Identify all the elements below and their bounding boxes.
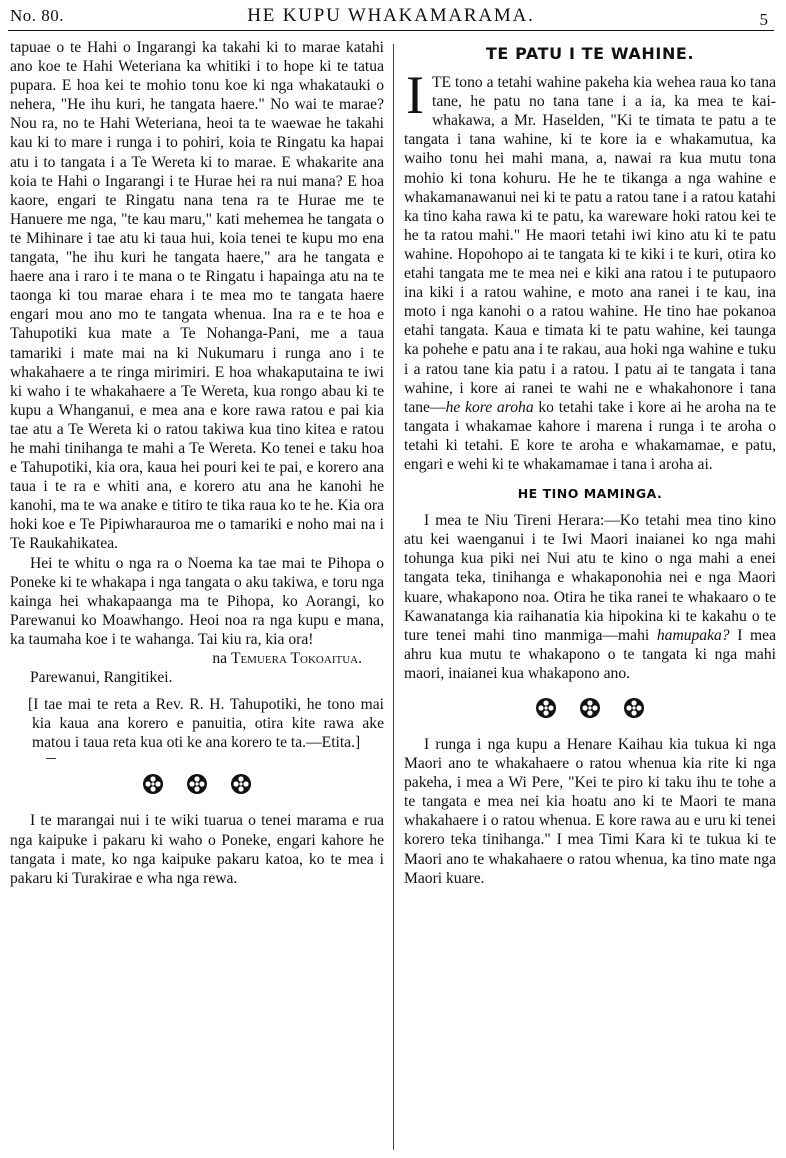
ornament-row	[10, 773, 384, 795]
right-column	[404, 38, 776, 888]
signature-place: Parewanui, Rangitikei.	[30, 669, 173, 687]
article-text-tail: ko tetahi take i kore ai he aroha na te tangata i whakamae kahore i marena i runga i te aroha o tetahi ki tetahi. E kore te aroha e whakamamae, e patu, engari e wehi ki te whakamamae i tana i aroha ai.	[404, 398, 776, 473]
editor-note: [I tae mai te reta a Rev. R. H. Tahupotiki, he tono mai kia kaua ana korero e panuitia, otira kite rawa ake matou i taua reta kua oti ke ana korero te ta.—Etita.]	[28, 696, 384, 752]
signature-prefix: na	[212, 650, 228, 667]
flower-ornament-icon	[186, 773, 208, 795]
article-body	[404, 65, 776, 474]
signature	[10, 649, 384, 668]
tohunga-paragraph	[404, 511, 776, 683]
article-emphasis: he kore aroha	[445, 398, 534, 416]
flower-ornament-icon	[579, 697, 601, 719]
shipwreck-paragraph: I te marangai nui i te wiki tuarua o tenei marama e rua nga kaipuke i pakaru ki waho o Poneke, engari kahore he tangata i mate, ko nga kaipuke pakaru katoa, ko te mea i pakaru ki Turakirae e wha nga rewa.	[10, 812, 384, 887]
ornament-row	[404, 697, 776, 719]
tohunga-text: I mea te Niu Tireni Herara:—Ko tetahi mea tino kino atu kei waenganui i te Iwi Maori inaianei ko nga mahi tohunga kua piki nei Nui atu te kino o nga mahi a enei tangata teka, tinihanga e whakaponohia nei e nga Maori kuare, whakapono noa. Otira he tika ranei te whakaaro o te Kawanatanga kia raihanatia kia hipokina ki te kakahu o te ture tenei mahi tino manmiga—mahi	[404, 512, 776, 644]
signature-name: Temuera Tokoaitua.	[230, 650, 362, 667]
flower-ornament-icon	[230, 773, 252, 795]
drop-cap: I	[406, 65, 424, 126]
flower-ornament-icon	[535, 697, 557, 719]
left-column	[10, 38, 384, 888]
column-divider	[393, 44, 394, 1150]
flower-ornament-icon	[142, 773, 164, 795]
land-paragraph: I runga i nga kupu a Henare Kaihau kia tukua ki nga Maori ano te whakahaere o ratou whenua kia rite ki nga pakeha, i mea a Wi Pere, "Kei te piro ki taku ihu te tohe a te tangata e mea nei kia hoatu ano ki te Maori te mana whakahaere i o ratou whenua. E kore rawa au e uru ki tenei korero teka tinihanga." I mea Timi Kara ki te tukua ki te Maori ano te whakahaere o ratou whenua, ka tino mate nga Maori kuare.	[404, 736, 776, 887]
letter-closing-paragraph: Hei te whitu o nga ra o Noema ka tae mai te Pihopa o Poneke ki te whakapa i nga tangata o aku takiwa, e toru nga kainga hei whakapaanga ma te Pihopa, ko Aorangi, ko Parewanui ko Moawhango. Heoi noa ra nga kupu e mana, ka taumaha koe i te wahanga. Tai kiu ra, kia ora!	[10, 554, 384, 648]
running-title: HE KUPU WHAKAMARAMA.	[247, 5, 535, 26]
section-headline: HE TINO MAMINGA.	[517, 486, 663, 502]
page-number: 5	[759, 10, 768, 29]
separator-dash	[46, 758, 56, 759]
article-text: TE tono a tetahi wahine pakeha kia wehea raua ko tana tane, he patu no tana tane i a ia, ka mea te kai-whakawa, a Mr. Haselden, "Ki te timata te patu a te tangata i tana wahine, ki te kore ia e whakamutua, ka waiho tonu hei mahi mana, a, nawai ra kua mutu tona mohio ki tona kohuru. He he te tikanga a nga wahine e whakamanawanui nei ki te patu a ratou tane i a ratou katahi ka tino kaha rawa ki te patu, ka wareware hoki ratou kei te he ta ratou mahi." He maori tetahi iwi kino atu ki te patu wahine. Hopohopo ai te tangata ki te kiki i te kuri, otira ko etahi tangata me te mea nei e kiki ana ratou i te putupaoro ina kiki i a ratou wahine, e moto ana ranei i te kau, ina moto i nga kanohi o a ratou wahine. He tino hae pokanoa etahi tangata. Kaua e timata ki te patu wahine, kei taunga ka pohehe e patu ana i te rakau, aua hoki nga wahine e tuku i a ratou tane kia patu i a ratou. I patu ai te tangata i tana wahine, i kore ai ranei te wahi ne e whakahonore i tana tane—	[404, 74, 776, 416]
tohunga-text-tail: I mea ahru kua mutu te whakapono o te tangata ki nga mahi maori, inaianei kua whakapono ano.	[404, 626, 776, 682]
tohunga-emphasis: hamupaka?	[656, 626, 730, 644]
letter-body-paragraph: tapuae o te Hahi o Ingarangi ka takahi ki to marae katahi ano koe te Hahi Weteriana ka whitiki i to hope ki te tatua pupara. E hoa kei te mohio tonu koe ki nga whakatauki o nehera, "He ihu kuri, he tangata haere." No wai te marae? Nou ra, no te Hahi Weteriana, heoi ta te waewae he takahi kau ki to mare i runga i to pohiri, koia te Ringatu ka hapai atu i to tangata i a Te Wereta ki to marae. E whakarite ana koia te Hahi o Ingarangi i te Hurae hei ra nui mana? E hoa kaore, engari te Ringatu nana tena ra te Hurae me te Hanuere me nga, "te kau maru," kati mehemea he tangata o te Mihinare i tae atu ki taua hui, koia tenei te kupu mo ena tangata, "he ihu kuri he tangata haere," ara he tangata e haere ana i raro i te mana o te Ringatu i hapainga atu na te taonga ki tou marae ehara i te mea mo te tangata haere engari mou ano mo te tangata whenua. Ina ra e te hoa e Tahupotiki kua mate a Te Nohanga-Pani, me a taua tamariki i mate mai na ki Nukumaru i runga ano i te whakahaere a te ringa mirimiri. E hoa whakaputaina te iwi ki waho i te whakahaere a Te Wereta, kua rongo abau ki te kupu a Whanganui, e mea ana e kore rawa ratou e pai kia tae atu a Te Wereta ki o ratou takiwa kua tino kitea e ratou he mahi tinihanga te mahi a Te Wereta. Ko tenei e taku hoa e Tahupotiki, kia ora, kaua hei pouri kei te pai, e korero ana taua i te ra e whiti ana, e korero atu ana he kanohi he kanohi, ma te wa anake e titiro te tika raua ko te he. Kia ora hoki koe e Te Pipiwharauroa me o tamariki e noho mai na i Te Raukahikatea.	[10, 39, 384, 553]
page-header	[8, 4, 774, 31]
issue-number: No. 80.	[10, 6, 65, 25]
flower-ornament-icon	[623, 697, 645, 719]
article-headline: TE PATU I TE WAHINE.	[485, 44, 695, 63]
